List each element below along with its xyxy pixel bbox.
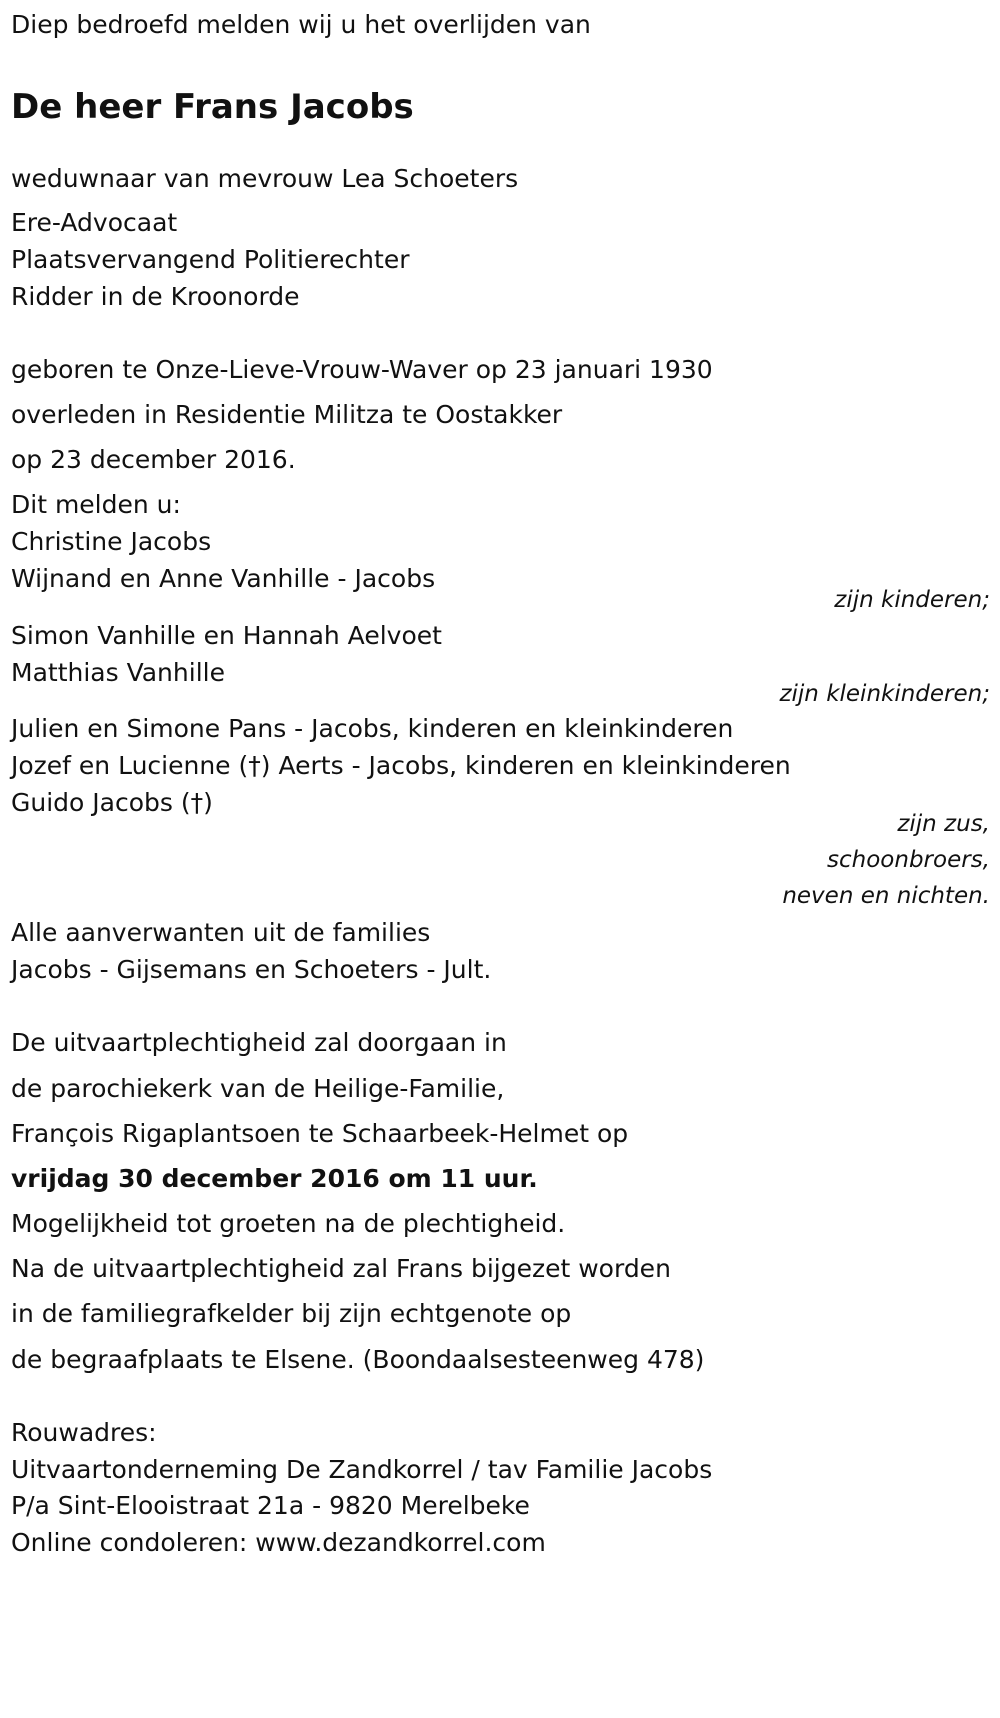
grandchild-line: Simon Vanhille en Hannah Aelvoet bbox=[11, 621, 442, 650]
address-line: P/a Sint-Elooistraat 21a - 9820 Merelbeke bbox=[11, 1491, 530, 1520]
born-text: geboren te Onze-Lieve-Vrouw-Waver op 23 januari 1930 bbox=[11, 355, 713, 384]
siblings-label-line: schoonbroers, bbox=[827, 847, 990, 873]
intro-text: Diep bedroefd melden wij u het overlijden van bbox=[11, 10, 591, 39]
address-line: Uitvaartonderneming De Zandkorrel / tav Familie Jacobs bbox=[11, 1455, 713, 1484]
sibling-line: Jozef en Lucienne (†) Aerts - Jacobs, kinderen en kleinkinderen bbox=[11, 751, 791, 780]
after-line: Mogelijkheid tot groeten na de plechtigheid. bbox=[11, 1209, 566, 1238]
families-line: Jacobs - Gijsemans en Schoeters - Jult. bbox=[11, 955, 492, 984]
ceremony-line: de parochiekerk van de Heilige-Familie, bbox=[11, 1074, 505, 1103]
after-line: de begraafplaats te Elsene. (Boondaalsesteenweg 478) bbox=[11, 1345, 705, 1374]
grandchild-line: Matthias Vanhille bbox=[11, 658, 225, 687]
title-line: Ridder in de Kroonorde bbox=[11, 282, 300, 311]
siblings-label-line: zijn zus, bbox=[897, 811, 990, 837]
sibling-line: Guido Jacobs (†) bbox=[11, 788, 213, 817]
title-line: Ere-Advocaat bbox=[11, 208, 178, 237]
title-line: Plaatsvervangend Politierechter bbox=[11, 245, 410, 274]
child-line: Wijnand en Anne Vanhille - Jacobs bbox=[11, 564, 436, 593]
died-date-text: op 23 december 2016. bbox=[11, 445, 296, 474]
after-line: in de familiegrafkelder bij zijn echtgenote op bbox=[11, 1299, 572, 1328]
children-label: zijn kinderen; bbox=[834, 587, 990, 613]
siblings-label-line: neven en nichten. bbox=[782, 883, 990, 909]
ceremony-line: François Rigaplantsoen te Schaarbeek-Helmet op bbox=[11, 1119, 629, 1148]
widower-text: weduwnaar van mevrouw Lea Schoeters bbox=[11, 164, 519, 193]
died-place-text: overleden in Residentie Militza te Oostakker bbox=[11, 400, 563, 429]
families-line: Alle aanverwanten uit de families bbox=[11, 918, 431, 947]
announce-text: Dit melden u: bbox=[11, 490, 181, 519]
child-line: Christine Jacobs bbox=[11, 527, 212, 556]
sibling-line: Julien en Simone Pans - Jacobs, kinderen en kleinkinderen bbox=[11, 714, 734, 743]
address-label: Rouwadres: bbox=[11, 1418, 157, 1447]
after-line: Na de uitvaartplechtigheid zal Frans bijgezet worden bbox=[11, 1254, 671, 1283]
ceremony-date: vrijdag 30 december 2016 om 11 uur. bbox=[11, 1164, 538, 1193]
deceased-name: De heer Frans Jacobs bbox=[11, 87, 414, 127]
grandchildren-label: zijn kleinkinderen; bbox=[779, 681, 990, 707]
condolence-line: Online condoleren: www.dezandkorrel.com bbox=[11, 1528, 546, 1557]
ceremony-line: De uitvaartplechtigheid zal doorgaan in bbox=[11, 1028, 507, 1057]
